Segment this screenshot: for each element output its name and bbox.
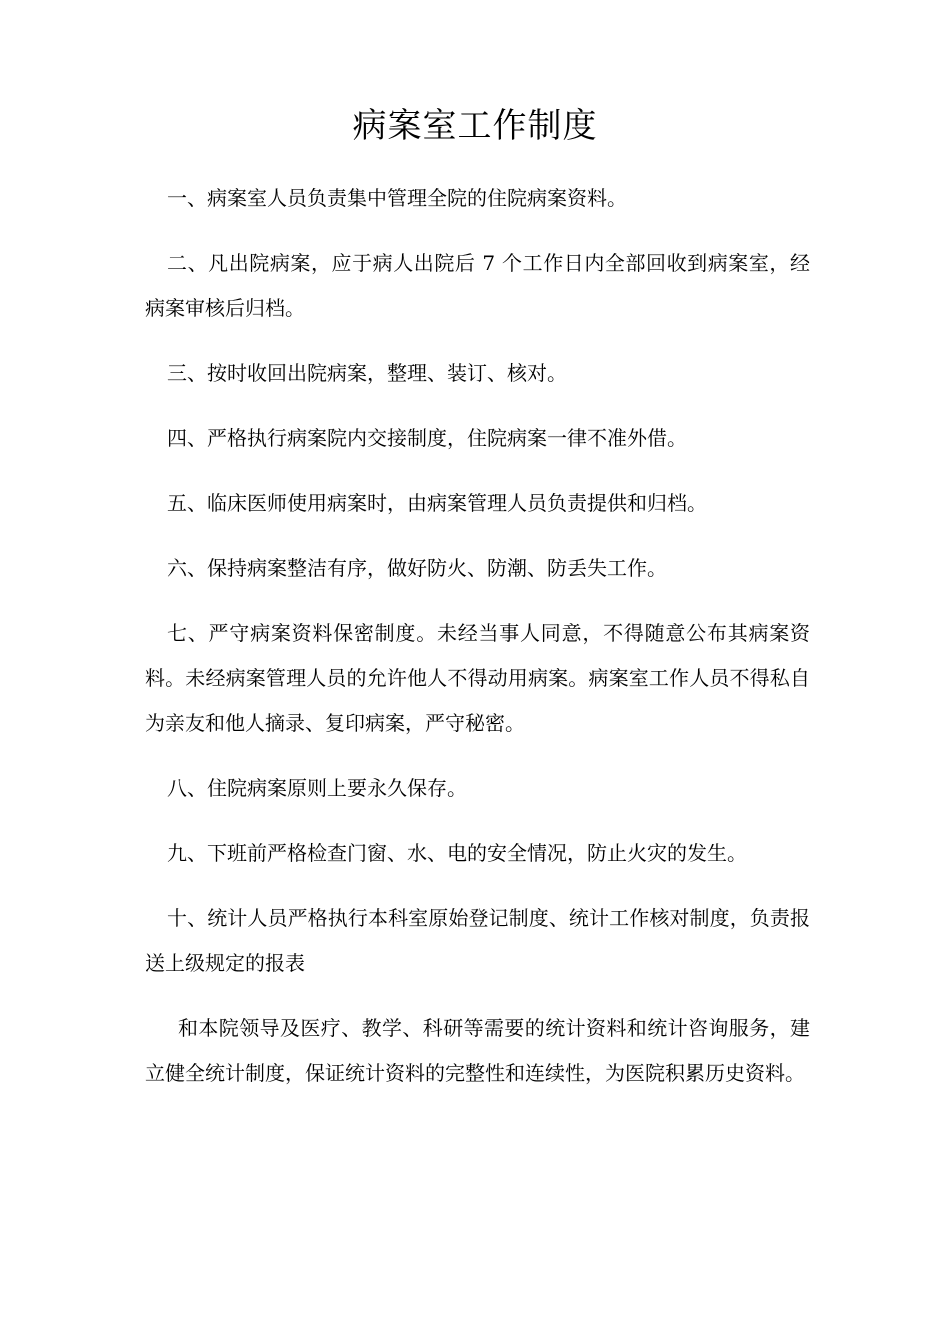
rule-item-2: 二、凡出院病案，应于病人出院后 7 个工作日内全部回收到病案室，经病案审核后归档。 — [145, 251, 810, 320]
rule-item-10: 十、统计人员严格执行本科室原始登记制度、统计工作核对制度，负责报送上级规定的报表 — [145, 906, 810, 975]
document-title: 病案室工作制度 — [352, 106, 598, 146]
rule-item-1: 一、病案室人员负责集中管理全院的住院病案资料。 — [167, 186, 627, 210]
rule-item-5: 五、临床医师使用病案时，由病案管理人员负责提供和归档。 — [167, 491, 707, 515]
rule-item-7: 七、严守病案资料保密制度。未经当事人同意，不得随意公布其病案资料。未经病案管理人员的允许他人不得动用病案。病案室工作人员不得私自为亲友和他人摘录、复印病案，严守秘密。 — [145, 621, 810, 735]
rule-item-10-continued: 和本院领导及医疗、教学、科研等需要的统计资料和统计咨询服务，建立健全统计制度，保证统计资料的完整性和连续性，为医院积累历史资料。 — [145, 1016, 810, 1085]
rule-item-6: 六、保持病案整洁有序，做好防火、防潮、防丢失工作。 — [167, 556, 667, 580]
rule-item-4: 四、严格执行病案院内交接制度，住院病案一律不准外借。 — [167, 426, 687, 450]
document-body — [145, 176, 810, 1116]
rule-item-9: 九、下班前严格检查门窗、水、电的安全情况，防止火灾的发生。 — [167, 841, 747, 865]
rule-item-3: 三、按时收回出院病案，整理、装订、核对。 — [167, 361, 567, 385]
rule-item-8: 八、住院病案原则上要永久保存。 — [167, 776, 467, 800]
